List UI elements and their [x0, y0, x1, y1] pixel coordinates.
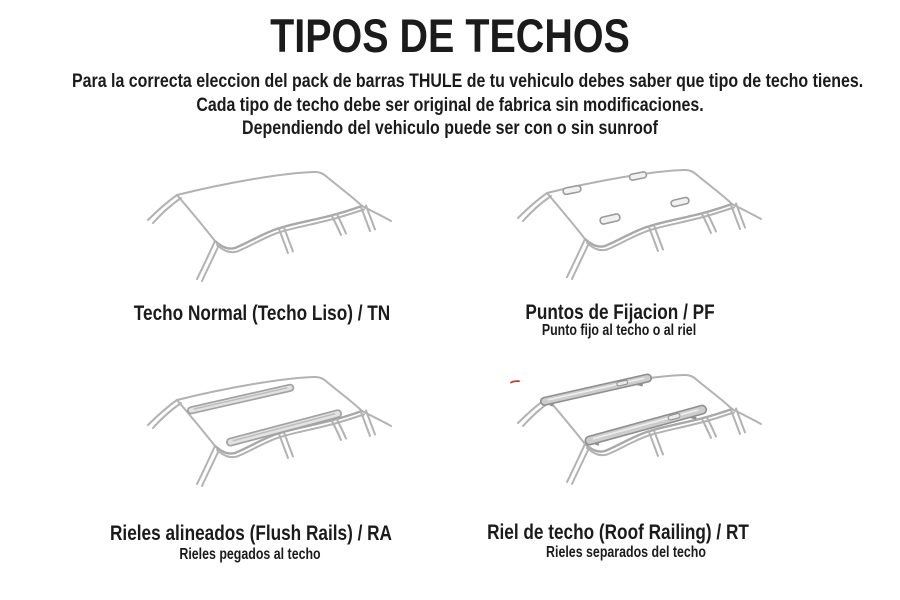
red-artifact-mark: [511, 381, 519, 382]
intro-line-1: Para la correcta eleccion del pack de barras THULE de tu vehiculo debes saber que tipo de techo tienes.: [72, 71, 864, 92]
sublabel-rieles-alineados: Rieles pegados al techo: [179, 546, 321, 563]
intro-line-3: Dependiendo del vehiculo puede ser con o sin sunroof: [242, 118, 658, 139]
smooth-roof-drawing: [130, 165, 420, 300]
flush-rails-roof-drawing: [130, 370, 420, 505]
label-riel-de-techo: Riel de techo (Roof Railing) / RT: [487, 520, 749, 544]
sublabel-riel-de-techo: Rieles separados del techo: [546, 544, 706, 561]
intro-paragraph: [0, 70, 900, 141]
label-techo-normal: Techo Normal (Techo Liso) / TN: [133, 301, 391, 325]
raised-rails-roof-drawing: [500, 368, 790, 503]
label-puntos-fijacion: Puntos de Fijacion / PF: [525, 300, 715, 324]
label-rieles-alineados: Rieles alineados (Flush Rails) / RA: [110, 521, 392, 545]
sublabel-puntos-fijacion: Punto fijo al techo o al riel: [541, 322, 697, 339]
fixpoint-roof-drawing: [500, 163, 790, 298]
intro-line-2: Cada tipo de techo debe ser original de fabrica sin modificaciones.: [196, 94, 704, 116]
page-title: TIPOS DE TECHOS: [270, 9, 630, 62]
